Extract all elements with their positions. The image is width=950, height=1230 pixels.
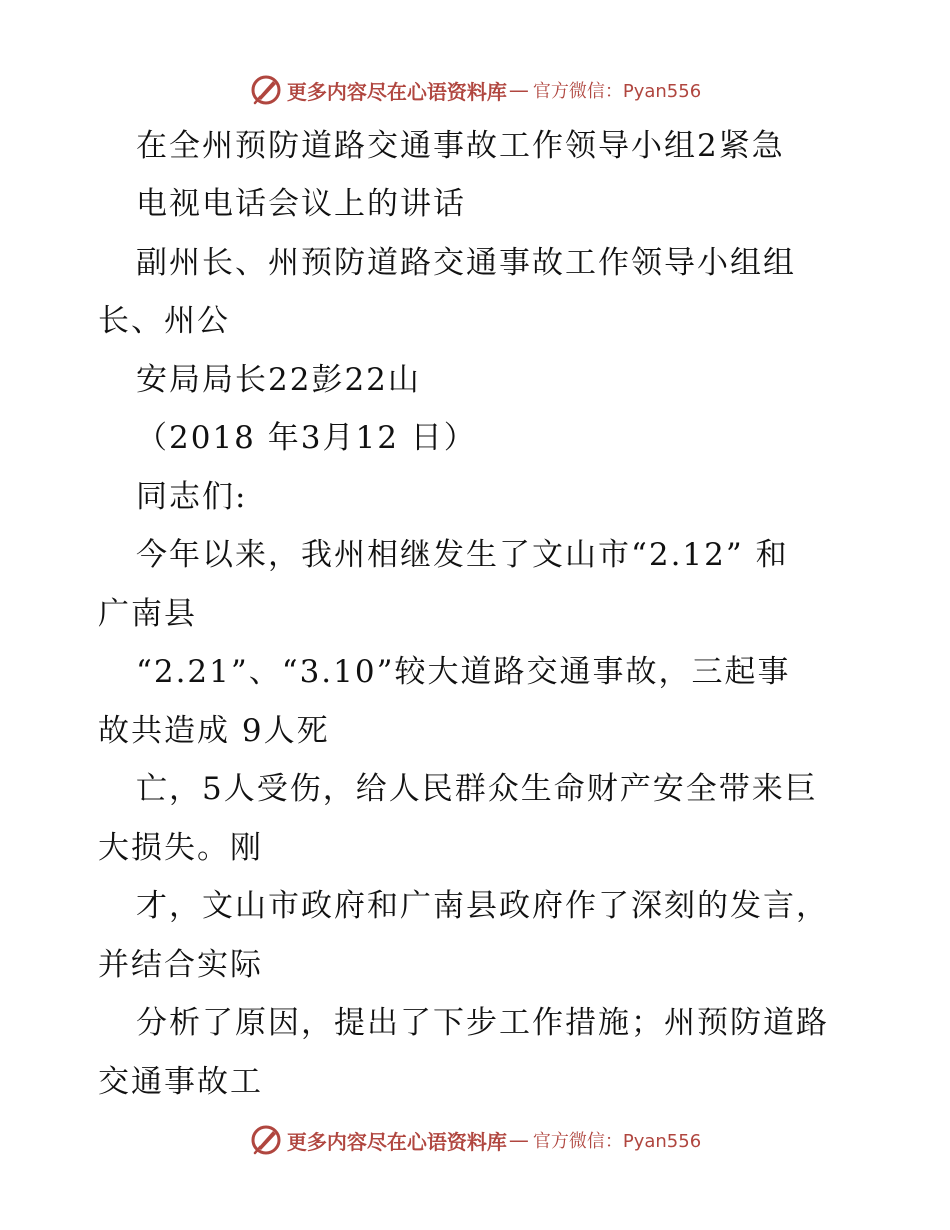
watermark-account-text: 官方微信：Pyan556: [532, 1131, 702, 1152]
header-watermark: [0, 70, 950, 110]
doc-line-speaker-2: 长、州公: [98, 303, 230, 339]
doc-line-speaker-3: 安局局长22彭22山: [136, 362, 421, 398]
doc-line-body: 大损失。刚: [98, 830, 263, 866]
quill-pen-logo-icon: [249, 73, 283, 107]
watermark-separator: —: [508, 78, 529, 102]
doc-line-body: 亡，5人受伤，给人民群众生命财产安全带来巨: [136, 771, 818, 807]
doc-line-body: 交通事故工: [98, 1064, 263, 1100]
footer-watermark: [0, 1120, 950, 1160]
watermark-main-text: 更多内容尽在心语资料库: [286, 1129, 507, 1154]
doc-line-date: （2018 年3月12 日）: [136, 420, 477, 456]
doc-line-title-2: 电视电话会议上的讲话: [136, 186, 466, 222]
doc-line-body: 故共造成 9人死: [98, 713, 330, 749]
watermark-account-text: 官方微信：Pyan556: [532, 81, 702, 102]
doc-line-speaker-1: 副州长、州预防道路交通事故工作领导小组组: [136, 245, 796, 281]
watermark-main-text: 更多内容尽在心语资料库: [286, 79, 507, 104]
doc-line-body: 才，文山市政府和广南县政府作了深刻的发言，: [136, 888, 829, 924]
doc-line-body: 今年以来，我州相继发生了文山市“2.12” 和: [136, 537, 789, 573]
doc-line-body: 广南县: [98, 596, 197, 632]
doc-line-greeting: 同志们:: [136, 479, 248, 515]
watermark-separator: —: [508, 1128, 529, 1152]
doc-line-title-1: 在全州预防道路交通事故工作领导小组2紧急: [136, 128, 785, 164]
doc-line-body: 并结合实际: [98, 947, 263, 983]
quill-pen-logo-icon: [249, 1123, 283, 1157]
doc-line-body: 分析了原因，提出了下步工作措施；州预防道路: [136, 1005, 829, 1041]
doc-line-body: “2.21”、“3.10”较大道路交通事故，三起事: [136, 654, 791, 690]
